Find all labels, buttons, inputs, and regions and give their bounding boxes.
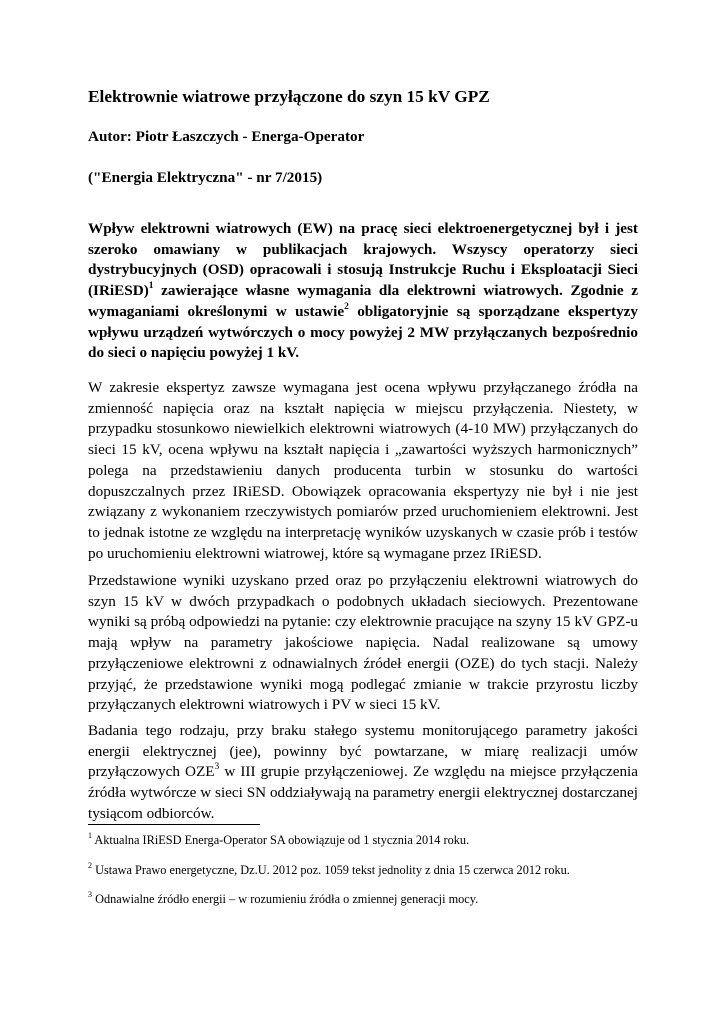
footnote-3: [88, 891, 648, 907]
footnote-2-number: 2: [88, 860, 92, 870]
body-paragraph-2: W zakresie ekspertyz zawsze wymagana jest ocena wpływu przyłączanego źródła na zmienność napięcia oraz na kształt napięcia w miejscu przyłączenia. Niestety, w przypadku stosunkowo niewielkich elektrowni wiatrowych (4-10 MW) przyłączanych do sieci 15 kV, ocena wpływu na kształt napięcia i „zawartości wyższych harmonicznych” polega na przedstawieniu danych producenta turbin w stosunku do wartości dopuszczalnych przez IRiESD. Obowiązek opracowania ekspertyzy nie był i nie jest związany z wykonaniem rzeczywistych pomiarów przed uruchomieniem elektrowni. Jest to jednak istotne ze względu na interpretację wyników uzyskanych w czasie prób i testów po uruchomieniu elektrowni wiatrowej, które są wymagane przez IRiESD.: [88, 379, 638, 562]
footnote-2: [88, 862, 648, 878]
footnote-ref-1[interactable]: 1: [148, 281, 154, 292]
body-paragraph-3: Przedstawione wyniki uzyskano przed oraz po przyłączeniu elektrowni wiatrowych do szyn 15 kV w dwóch przypadkach o podobnych układach sieciowych. Prezentowane wyniki są próbą odpowiedzi na pytanie: czy elektrownie pracujące na szyny 15 kV GPZ-u mają wpływ na parametry jakościowe napięcia. Nadal realizowane są umowy przyłączeniowe elektrowni z odnawialnych źródeł energii (OZE) do tych stacji. Należy przyjąć, że przedstawione wyniki mogą podlegać zmianie w trakcie przyrostu liczby przyłączanych elektrowni wiatrowych i PV w sieci 15 kV.: [88, 572, 638, 714]
body-4-text-2: w III grupie przyłączeniowej. Ze względu na miejsce przyłączenia źródła wytwórcze w sieci SN oddziaływają na parametry energii elektrycznej dostarczanej tysiącom odbiorców.: [88, 763, 638, 822]
footnote-ref-2[interactable]: 2: [344, 301, 349, 312]
footnote-1: [88, 832, 648, 848]
author-line: Autor: Piotr Łaszczych - Energa-Operator: [88, 128, 365, 145]
lead-text-2: zawierające własne wymagania dla elektrowni wiatrowych. Zgodnie z wymaganiami określonymi w ustawie: [88, 282, 638, 320]
footnote-ref-3[interactable]: 3: [214, 762, 220, 773]
lead-text-1: Wpływ elektrowni wiatrowych (EW) na pracę sieci elektroenergetycznej był i jest szeroko omawiany w publikacjach krajowych. Wszyscy operatorzy sieci dystrybucyjnych (OSD) opracowali i stosują Instrukcje Ruchu i Eksploatacji Sieci (IRiESD): [88, 220, 638, 300]
footnote-3-text: Odnawialne źródło energii – w rozumieniu źródła o zmiennej generacji mocy.: [92, 892, 479, 906]
document-title: Elektrownie wiatrowe przyłączone do szyn 15 kV GPZ: [88, 87, 490, 106]
footnote-2-text: Ustawa Prawo energetyczne, Dz.U. 2012 poz. 1059 tekst jednolity z dnia 15 czerwca 2012 roku.: [92, 863, 570, 877]
lead-paragraph: [88, 219, 638, 364]
lead-text-3: obligatoryjnie są sporządzane ekspertyzy wpływu urządzeń wytwórczych o mocy powyżej 2 MW przyłączanych bezpośrednio do sieci o napięciu powyżej 1 kV.: [88, 302, 638, 362]
footnote-1-number: 1: [88, 830, 92, 840]
source-line: ("Energia Elektryczna" - nr 7/2015): [88, 169, 323, 186]
footnote-1-text: Aktualna IRiESD Energa-Operator SA obowiązuje od 1 stycznia 2014 roku.: [92, 833, 470, 847]
body-paragraph-4: [88, 721, 638, 825]
footnote-3-number: 3: [88, 889, 92, 899]
body-4-text-1: Badania tego rodzaju, przy braku stałego systemu monitorującego parametry jakości energii elektrycznej (jee), powinny być powtarzane, w miarę realizacji umów przyłączowych OZE: [88, 722, 638, 781]
footnote-separator: [88, 824, 260, 825]
